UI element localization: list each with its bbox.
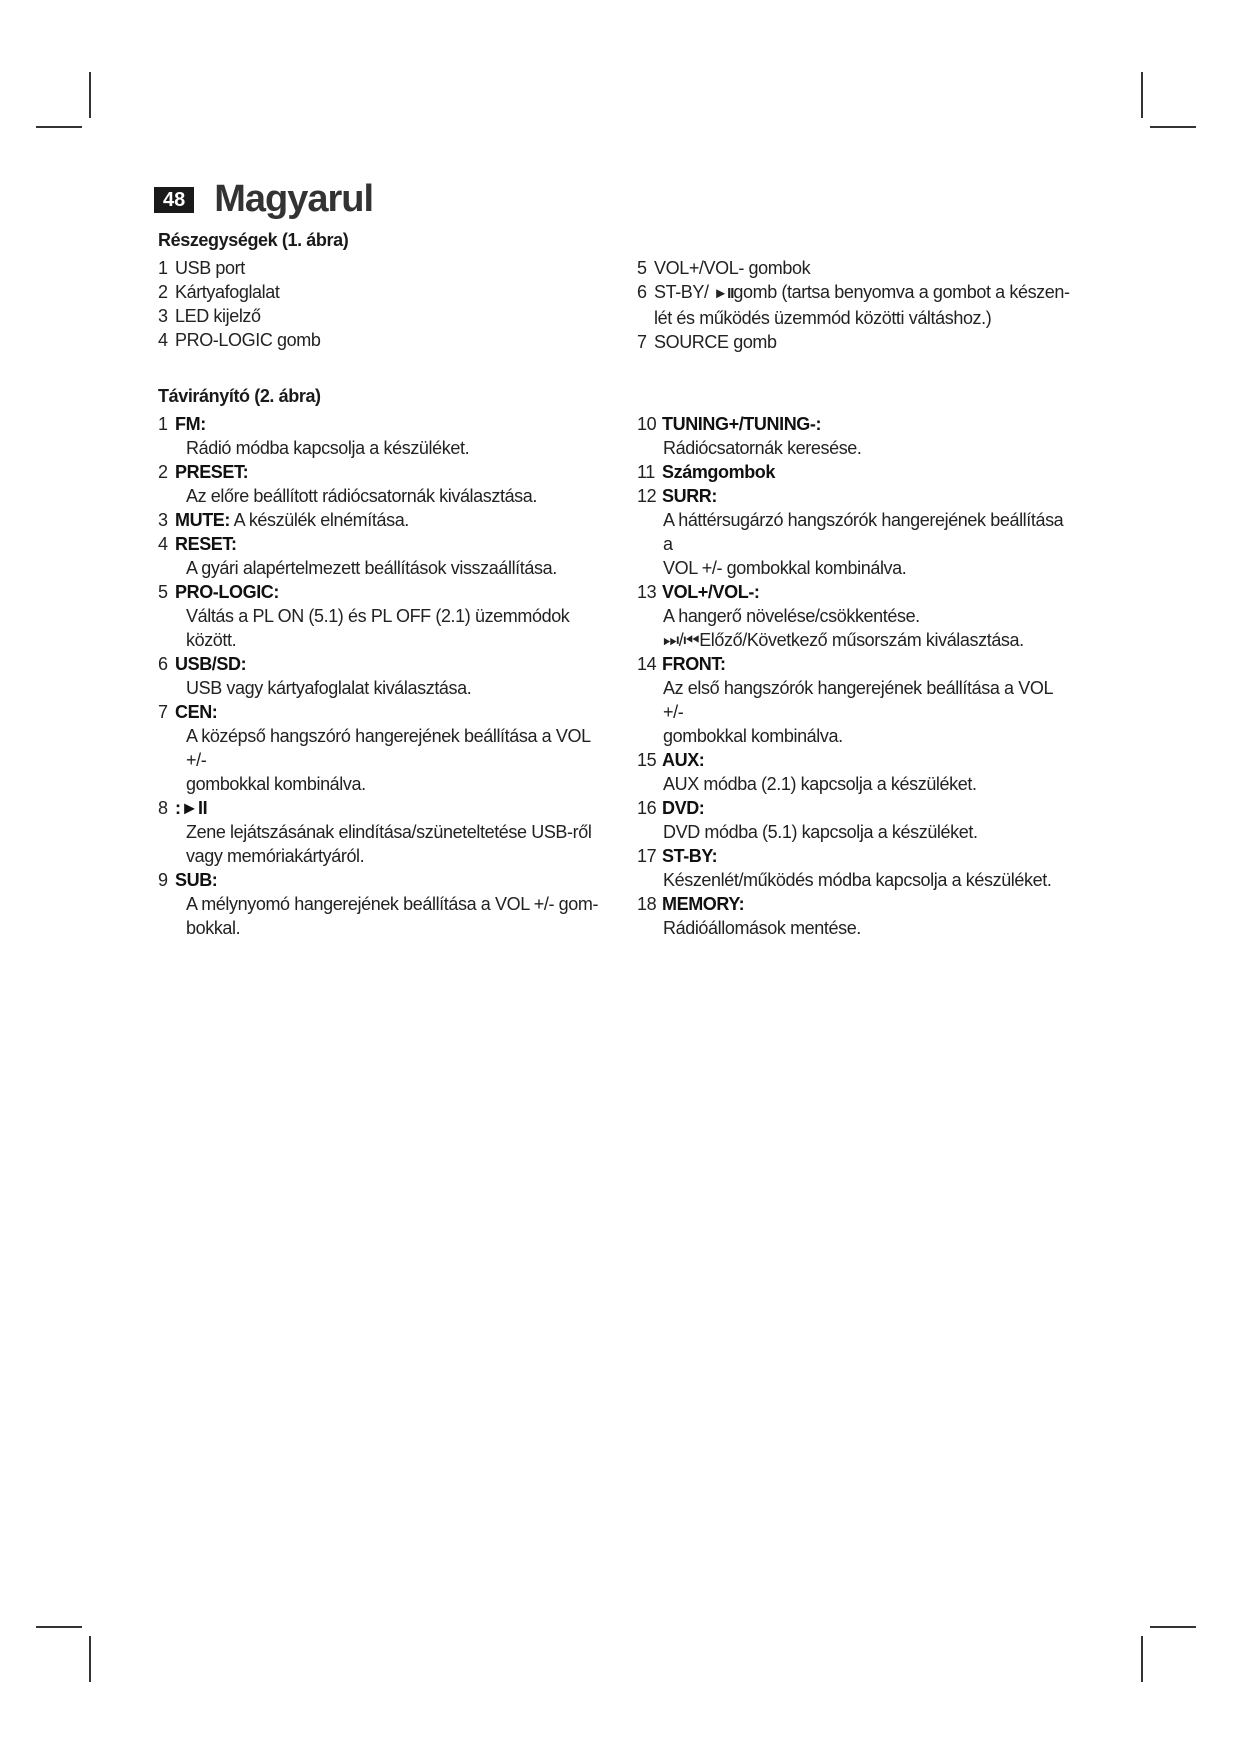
parts-section-title: Részegységek (1. ábra) (158, 230, 349, 250)
list-item: 18 MEMORY: Rádióállomások mentése. (637, 894, 861, 938)
crop-mark (1150, 126, 1196, 128)
list-item: 16 DVD: DVD módba (5.1) kapcsolja a készüléket. (637, 798, 978, 842)
list-item: 8 :►II Zene lejátszásának elindítása/szüneteltetése USB-ről vagy memóriakártyáról. (158, 798, 592, 866)
play-pause-icon: :►II (175, 798, 208, 818)
parts-left-column (158, 228, 608, 352)
language-title: Magyarul (214, 178, 374, 220)
play-pause-icon: ►II (713, 285, 734, 302)
list-item: 1 FM: Rádió módba kapcsolja a készüléket. (158, 414, 470, 458)
remote-section-title: Távirányító (2. ábra) (158, 386, 321, 406)
list-item: 4 RESET: A gyári alapértelmezett beállítások visszaállítása. (158, 534, 557, 578)
list-item: 10 TUNING+/TUNING-: Rádiócsatornák keresése. (637, 414, 862, 458)
crop-mark (89, 72, 91, 118)
list-item: 12 SURR: A háttérsugárzó hangszórók hangerejének beállítása a VOL +/- gombokkal kombinálva. (637, 486, 1064, 578)
page-number: 48 (154, 187, 194, 213)
skip-track-icon: ⏭/⏮Előző/Következő műsorszám kiválasztása. (663, 630, 1024, 650)
list-item: 7 SOURCE gomb (637, 332, 777, 352)
list-item: 9 SUB: A mélynyomó hangerejének beállítása a VOL +/- gom- bokkal. (158, 870, 599, 938)
list-item: 2 Kártyafoglalat (158, 282, 280, 302)
list-item: 2 PRESET: Az előre beállított rádiócsatornák kiválasztása. (158, 462, 537, 506)
list-item: 14 FRONT: Az első hangszórók hangerejének beállítása a VOL +/- gombokkal kombinálva. (637, 654, 1053, 746)
list-item: 6 ST-BY/ ►IIgomb (tartsa benyomva a gombot a készen- lét és működés üzemmód közötti váltáshoz.) (637, 282, 1070, 328)
list-item: 5 VOL+/VOL- gombok (637, 258, 811, 278)
remote-right-column (637, 412, 1077, 940)
crop-mark (36, 1626, 82, 1628)
crop-mark (1141, 1636, 1143, 1682)
list-item: 11 Számgombok (637, 462, 776, 482)
list-item: 1 USB port (158, 258, 245, 278)
list-item: 3 LED kijelző (158, 306, 261, 326)
remote-left-column (158, 384, 608, 940)
list-item: 6 USB/SD: USB vagy kártyafoglalat kiválasztása. (158, 654, 472, 698)
parts-right-column (637, 256, 1077, 354)
list-item: 13 VOL+/VOL-: A hangerő növelése/csökkentése. ⏭/⏮Előző/Következő műsorszám kiválasztása. (637, 580, 1077, 652)
list-item: 15 AUX: AUX módba (2.1) kapcsolja a készüléket. (637, 750, 977, 794)
list-item: 4 PRO-LOGIC gomb (158, 330, 321, 350)
crop-mark (36, 126, 82, 128)
list-item: 17 ST-BY: Készenlét/működés módba kapcsolja a készüléket. (637, 846, 1052, 890)
list-item: 5 PRO-LOGIC: Váltás a PL ON (5.1) és PL OFF (2.1) üzemmódok között. (158, 582, 570, 650)
crop-mark (1141, 72, 1143, 118)
list-item: 3 MUTE: A készülék elnémítása. (158, 510, 409, 530)
crop-mark (89, 1636, 91, 1682)
page-header (154, 178, 373, 221)
list-item: 7 CEN: A középső hangszóró hangerejének beállítása a VOL +/- gombokkal kombinálva. (158, 702, 591, 794)
crop-mark (1150, 1626, 1196, 1628)
